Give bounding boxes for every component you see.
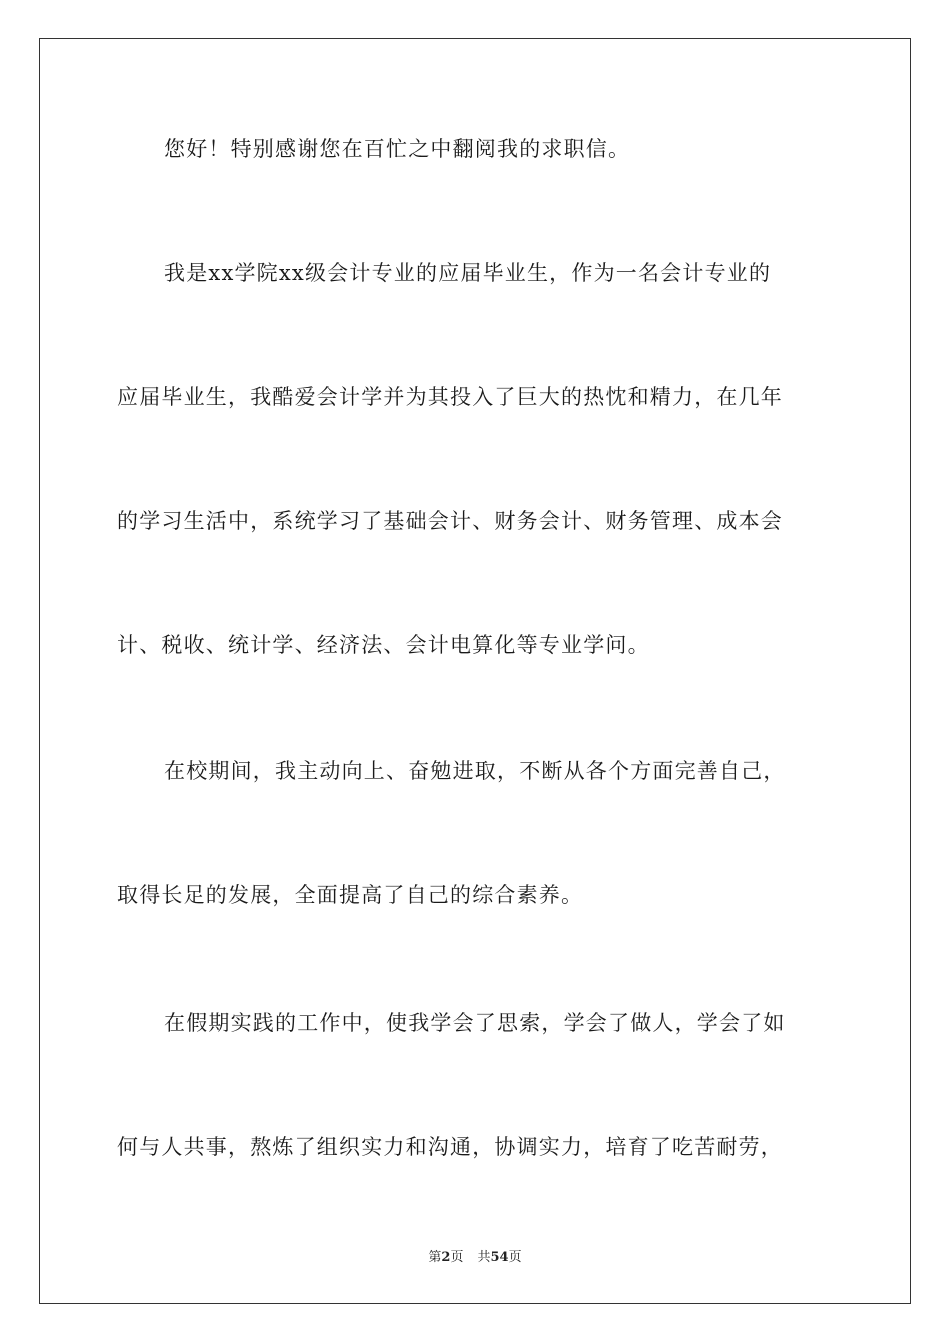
- text-line-7: 取得长足的发展，全面提高了自己的综合素养。: [117, 883, 584, 907]
- text-line-5: 计、税收、统计学、经济法、会计电算化等专业学问。: [117, 633, 650, 657]
- text-line-1: 您好！特别感谢您在百忙之中翻阅我的求职信。: [164, 137, 631, 161]
- page-number: 2: [441, 1250, 451, 1265]
- text-line-9: 何与人共事，熬炼了组织实力和沟通，协调实力，培育了吃苦耐劳，: [117, 1135, 783, 1159]
- page-prefix: 第: [428, 1250, 442, 1265]
- text-line-6: 在校期间，我主动向上、奋勉进取，不断从各个方面完善自己，: [164, 759, 786, 783]
- page-footer: [0, 1246, 950, 1265]
- text-line-3: 应届毕业生，我酷爱会计学并为其投入了巨大的热忱和精力，在几年: [117, 385, 783, 409]
- total-prefix: 共: [477, 1250, 491, 1265]
- text-line-2: 我是xx学院xx级会计专业的应届毕业生，作为一名会计专业的: [164, 261, 772, 285]
- page-suffix: 页: [450, 1250, 464, 1265]
- text-line-4: 的学习生活中，系统学习了基础会计、财务会计、财务管理、成本会: [117, 509, 783, 533]
- total-pages: 54: [490, 1250, 509, 1265]
- page-border: [39, 38, 911, 1304]
- text-line-8: 在假期实践的工作中，使我学会了思索，学会了做人，学会了如: [164, 1011, 786, 1035]
- total-suffix: 页: [508, 1250, 522, 1265]
